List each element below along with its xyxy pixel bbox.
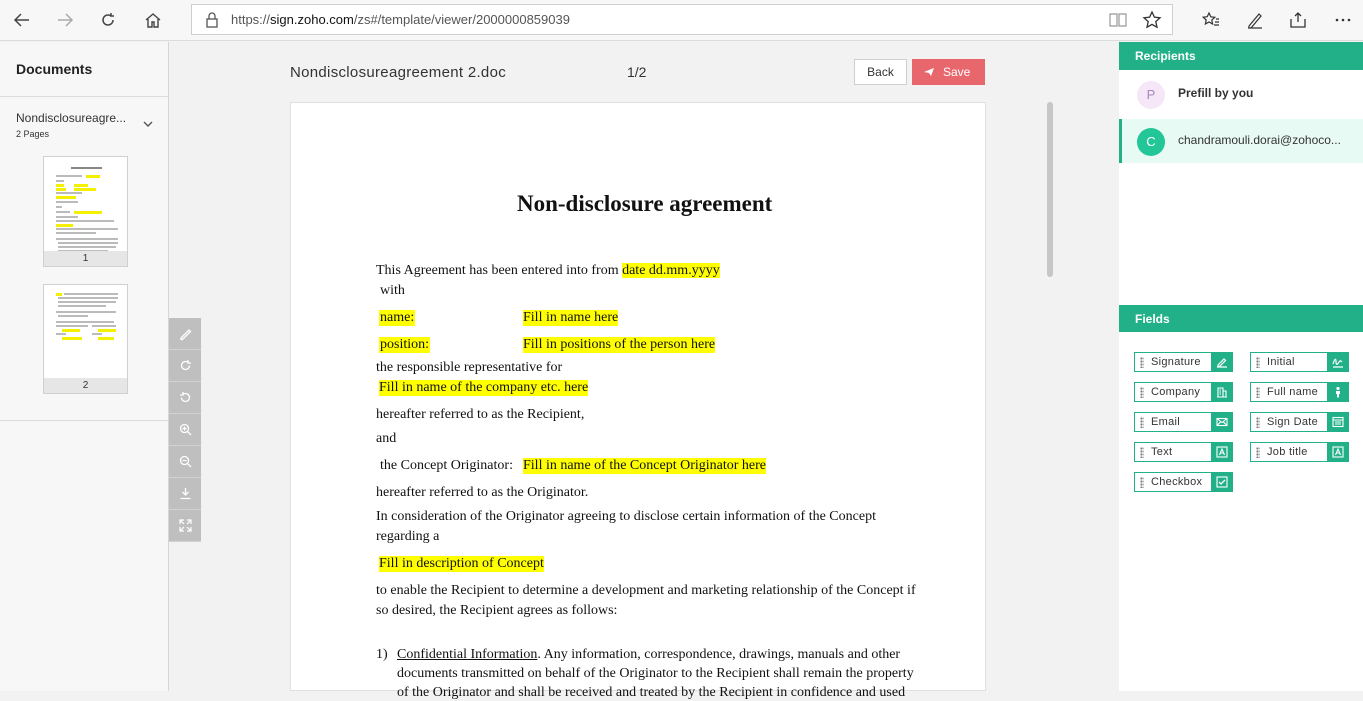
documents-panel <box>0 42 169 691</box>
document-entry[interactable] <box>16 111 156 139</box>
company-field-button[interactable] <box>1134 382 1233 402</box>
doc-text: hereafter referred to as the Originator. <box>376 485 589 500</box>
field-label: Job title <box>1267 446 1308 458</box>
calendar-icon <box>1327 413 1348 431</box>
text-icon <box>1211 443 1232 461</box>
back-arrow-icon[interactable] <box>7 6 37 34</box>
originator-field[interactable]: Fill in name of the Concept Originator here <box>523 458 766 473</box>
signature-field-button[interactable] <box>1134 352 1233 372</box>
page-thumbnail-2[interactable] <box>43 284 128 394</box>
name-label: name: <box>380 310 415 325</box>
browser-toolbar <box>0 0 1363 41</box>
zoom-out-icon[interactable] <box>169 446 201 478</box>
document-title: Non-disclosure agreement <box>517 191 773 216</box>
fields-list <box>1119 332 1363 691</box>
doc-text: This Agreement has been entered into from date dd.mm.yyyy <box>376 263 720 278</box>
position-label: position: <box>380 337 430 352</box>
file-name: Nondisclosureagreement 2.doc <box>290 64 507 81</box>
divider <box>0 420 168 421</box>
pen-icon[interactable] <box>1240 6 1270 34</box>
drag-handle-icon <box>1256 357 1260 368</box>
text-icon <box>1327 443 1348 461</box>
doc-text: regarding a <box>376 529 440 544</box>
save-label: Save <box>943 65 971 79</box>
back-button[interactable]: Back <box>854 59 907 85</box>
right-panel <box>1119 42 1363 691</box>
scrollbar[interactable] <box>1047 102 1053 277</box>
signature-icon <box>1211 353 1232 371</box>
doc-text: Confidential Information. Any information, correspondence, drawings, manuals and other <box>397 647 901 662</box>
initial-icon <box>1327 353 1348 371</box>
rotate-icon[interactable] <box>169 350 201 382</box>
drag-handle-icon <box>1256 387 1260 398</box>
field-label: Email <box>1151 416 1181 428</box>
drag-handle-icon <box>1256 447 1260 458</box>
drag-handle-icon <box>1140 447 1144 458</box>
person-icon <box>1327 383 1348 401</box>
job-title-field-button[interactable] <box>1250 442 1349 462</box>
field-label: Text <box>1151 446 1173 458</box>
thumbnail-page-number: 2 <box>44 378 127 393</box>
field-label: Company <box>1151 386 1201 398</box>
avatar: C <box>1137 128 1165 156</box>
doc-text: hereafter referred to as the Recipient, <box>376 407 585 422</box>
home-icon[interactable] <box>138 6 168 34</box>
drag-handle-icon <box>1140 477 1144 488</box>
document-page <box>290 102 986 700</box>
position-field[interactable]: Fill in positions of the person here <box>523 337 716 352</box>
favorite-star-icon[interactable] <box>1142 10 1162 30</box>
fields-header: Fields <box>1119 305 1363 333</box>
drag-handle-icon <box>1140 357 1144 368</box>
document-name: Nondisclosureagre... <box>16 111 127 125</box>
concept-field[interactable]: Fill in description of Concept <box>379 556 544 571</box>
doc-text: the responsible representative for <box>376 360 563 375</box>
download-icon[interactable] <box>169 478 201 510</box>
share-icon[interactable] <box>1283 6 1313 34</box>
doc-text: so desired, the Recipient agrees as follows: <box>376 603 618 618</box>
originator-label: the Concept Originator: <box>380 458 513 473</box>
fullscreen-icon[interactable] <box>169 510 201 542</box>
documents-title: Documents <box>16 61 93 77</box>
doc-text: In consideration of the Originator agreeing to disclose certain information of the Concept <box>376 509 876 524</box>
checkbox-field-button[interactable] <box>1134 472 1233 492</box>
field-label: Initial <box>1267 356 1295 368</box>
drag-handle-icon <box>1256 417 1260 428</box>
save-button[interactable] <box>912 59 985 85</box>
favorites-icon[interactable] <box>1196 6 1226 34</box>
avatar: P <box>1137 81 1165 109</box>
page-indicator: 1/2 <box>627 64 647 80</box>
recipients-header: Recipients <box>1119 42 1363 70</box>
email-icon <box>1211 413 1232 431</box>
recipient-selected[interactable] <box>1119 119 1363 163</box>
field-label: Checkbox <box>1151 476 1203 488</box>
chevron-down-icon[interactable] <box>142 119 154 129</box>
field-label: Full name <box>1267 386 1318 398</box>
checkbox-icon <box>1211 473 1232 491</box>
date-field[interactable]: date dd.mm.yyyy <box>622 263 720 278</box>
company-field[interactable]: Fill in name of the company etc. here <box>379 380 589 395</box>
send-icon <box>923 67 935 77</box>
drag-handle-icon <box>1140 387 1144 398</box>
refresh-icon[interactable] <box>93 6 123 34</box>
address-bar[interactable] <box>191 4 1173 35</box>
doc-text: with <box>380 283 405 298</box>
divider <box>0 96 168 97</box>
company-icon <box>1211 383 1232 401</box>
doc-text: of the Originator and shall be received and treated by the Recipient in confidence and used <box>397 685 906 700</box>
field-label: Signature <box>1151 356 1201 368</box>
initial-field-button[interactable] <box>1250 352 1349 372</box>
forward-arrow-icon[interactable] <box>50 6 80 34</box>
zoom-in-icon[interactable] <box>169 414 201 446</box>
text-field-button[interactable] <box>1134 442 1233 462</box>
email-field-button[interactable] <box>1134 412 1233 432</box>
doc-text: to enable the Recipient to determine a development and marketing relationship of the Concept if <box>376 583 916 598</box>
recipient-name: Prefill by you <box>1178 86 1254 100</box>
reading-view-icon[interactable] <box>1109 12 1127 28</box>
edit-icon[interactable] <box>169 318 201 350</box>
full-name-field-button[interactable] <box>1250 382 1349 402</box>
lock-icon <box>205 12 219 28</box>
field-label: Sign Date <box>1267 416 1319 428</box>
url-text: https://sign.zoho.com/zs#/template/viewer/2000000859039 <box>231 12 570 27</box>
recipient-name: chandramouli.dorai@zohoco... <box>1178 133 1341 147</box>
name-field[interactable]: Fill in name here <box>523 310 619 325</box>
more-icon[interactable] <box>1328 6 1358 34</box>
item-number: 1) <box>376 647 388 662</box>
recipients-list-space <box>1119 163 1363 305</box>
page-thumbnail-1[interactable] <box>43 156 128 267</box>
recipient-prefill[interactable] <box>1119 72 1363 116</box>
thumbnail-page-number: 1 <box>44 251 127 266</box>
sign-date-field-button[interactable] <box>1250 412 1349 432</box>
doc-text: documents transmitted on behalf of the Originator to the Recipient shall remain the property <box>397 666 914 681</box>
viewer-tools <box>169 318 201 542</box>
drag-handle-icon <box>1140 417 1144 428</box>
document-pages: 2 Pages <box>16 129 50 139</box>
doc-text: and <box>376 431 397 446</box>
undo-icon[interactable] <box>169 382 201 414</box>
